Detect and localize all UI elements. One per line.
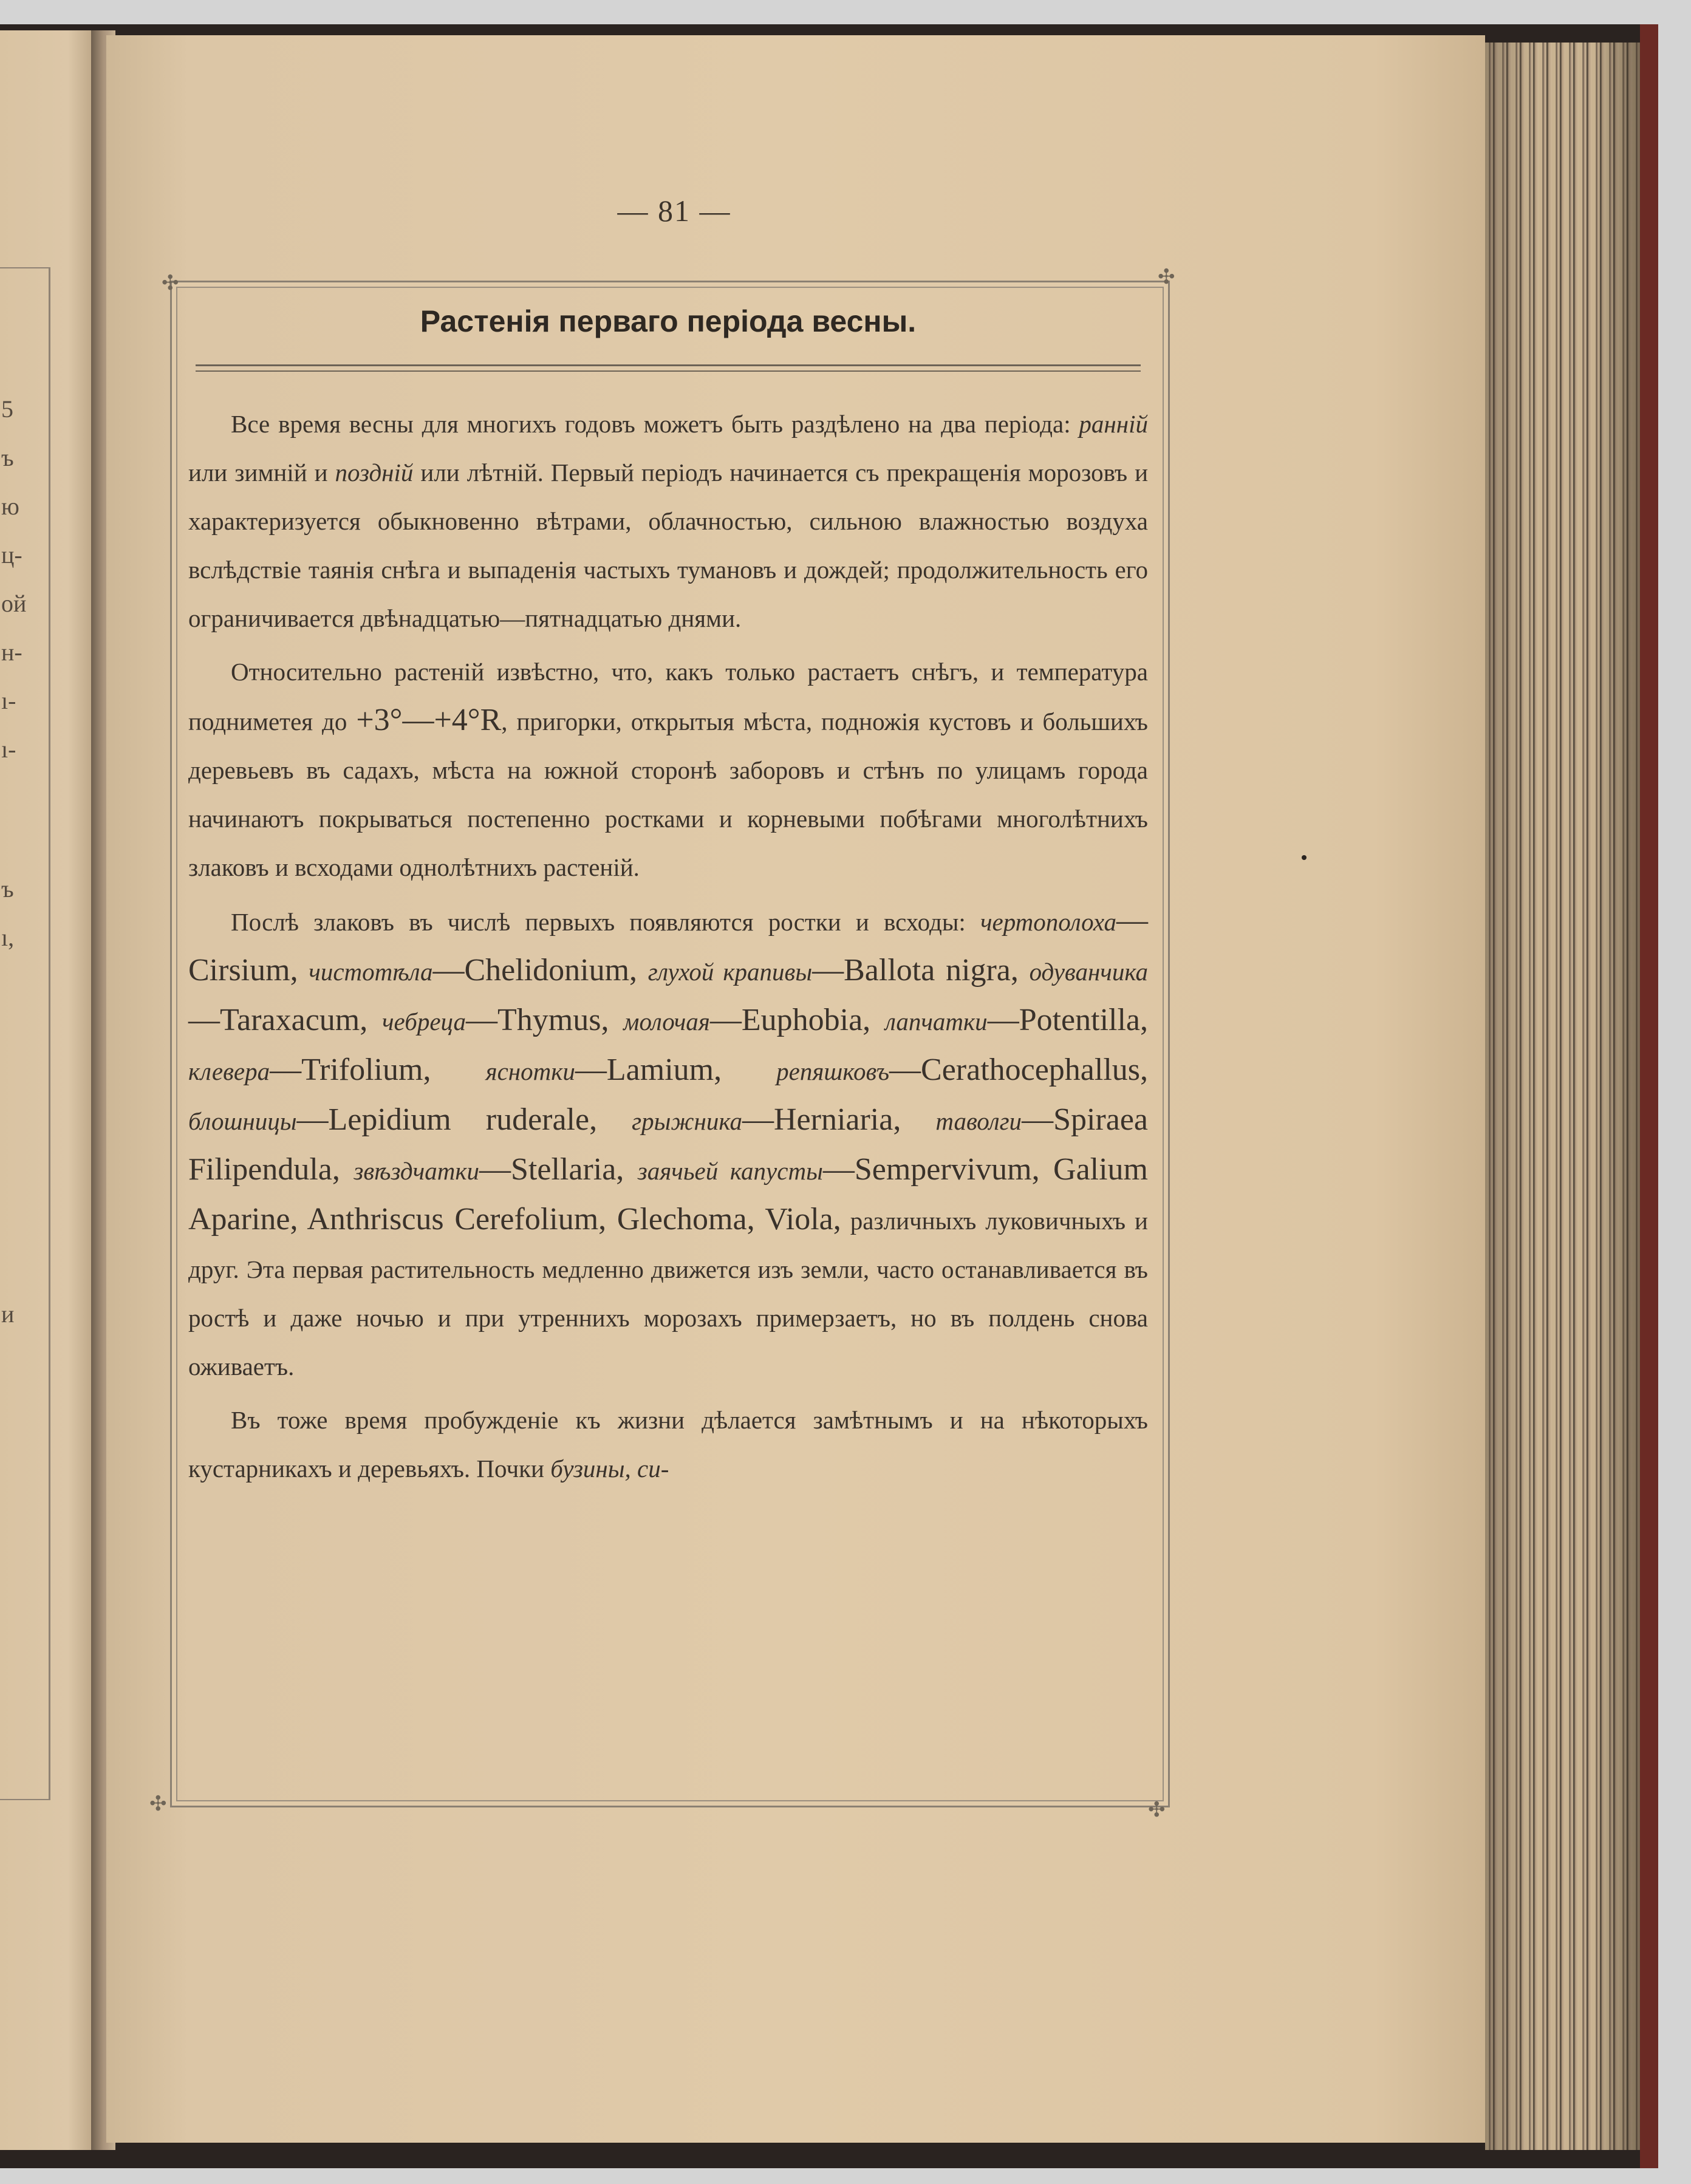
plant-latin-name: —Ballota nigra, <box>812 953 1030 988</box>
left-page-fragment: ой <box>1 590 27 617</box>
plant-common-name: блошницы <box>188 1107 297 1135</box>
text-run: Въ тоже время пробужденіе къ жизни дѣлается замѣтнымъ и на нѣкоторыхъ кустарникахъ и деревьяхъ. Почки <box>188 1406 1148 1483</box>
text-run: Относительно растеній извѣстно, что, какъ только растаетъ снѣгъ, и температура подниметея до <box>188 658 1148 735</box>
plant-common-name: звѣздчатки <box>354 1157 480 1185</box>
ink-spot <box>1302 855 1307 860</box>
plant-latin-name: —Lepidium ruderale, <box>296 1102 632 1137</box>
plant-latin-name: —Cirsium, <box>188 903 1148 988</box>
plant-latin-name: —Sempervivum, Galium Aparine, Anthriscus Cerefolium, Glechoma, Viola, <box>188 1152 1149 1237</box>
plant-latin-name: —Spiraea Filipendula, <box>188 1102 1148 1187</box>
plant-common-name: грыжника <box>632 1107 742 1135</box>
plant-common-name: чистотѣла <box>309 958 433 986</box>
plant-common-name: лапчатки <box>884 1008 988 1036</box>
frame-corner-ornament-icon: ✣ <box>162 271 179 295</box>
left-page-fragment: ı, <box>1 924 15 951</box>
plant-latin-name: —Stellaria, <box>479 1152 638 1187</box>
temperature-value: +3°—+4°R <box>356 703 502 737</box>
heading-rule <box>196 364 1141 372</box>
text-run: различныхъ луковичныхъ и друг. Эта первая растительность медленно движется изъ земли, часто останавливается въ ростѣ и даже ночью и при утреннихъ морозахъ примерзаетъ, но въ полдень снова оживаетъ. <box>188 1207 1148 1380</box>
body-text <box>188 400 1148 1498</box>
italic-term: поздній <box>335 459 414 486</box>
paragraph-3 <box>188 896 1148 1391</box>
plant-common-name: таволги <box>935 1107 1022 1135</box>
plant-common-name: одуванчика <box>1029 958 1149 986</box>
plant-common-name: чебреца <box>382 1008 466 1036</box>
plant-common-name: глухой крапивы <box>647 958 813 986</box>
frame-corner-ornament-icon: ✣ <box>1158 265 1175 289</box>
page-number: — 81 — <box>617 194 731 228</box>
section-heading: Растенія перваго періода весны. <box>420 304 917 338</box>
text-run: Послѣ злаковъ въ числѣ первыхъ появляются ростки и всходы: <box>231 908 980 936</box>
plant-latin-name: —Chelidonium, <box>432 953 648 988</box>
plant-latin-name: —Thymus, <box>466 1003 624 1037</box>
text-run: , пригорки, открытыя мѣста, подножія кустовъ и большихъ деревьевъ въ садахъ, мѣста на южной сторонѣ заборовъ и стѣнъ по улицамъ города начинаютъ покрываться постепенно ростками и корневыми побѣгами многолѣтнихъ злаковъ и всходами однолѣтнихъ растеній. <box>188 708 1148 881</box>
plant-latin-name: —Lamium, <box>575 1053 777 1087</box>
plant-latin-name: —Trifolium, <box>270 1053 486 1087</box>
text-run: или лѣтній. Первый періодъ начинается съ прекращенія морозовъ и характеризуется обыкновенно вѣтрами, облачностью, сильною влажностью воздуха вслѣдствіе таянія снѣга и выпаденія частыхъ тумановъ и дождей; продолжительность его ограничивается двѣнадцатью—пятнадцатью днями. <box>188 459 1149 632</box>
frame-corner-ornament-icon: ✣ <box>1148 1798 1166 1822</box>
paragraph-1 <box>188 400 1148 643</box>
plant-latin-name: —Potentilla, <box>987 1003 1149 1037</box>
frame-corner-ornament-icon: ✣ <box>149 1792 167 1816</box>
plant-common-name: заячьей капусты <box>637 1157 823 1185</box>
text-run: Все время весны для многихъ годовъ можетъ быть раздѣлено на два періода: <box>231 410 1079 438</box>
left-page-fragment: ю <box>1 493 19 520</box>
italic-term: ранній <box>1079 410 1148 438</box>
text-run: или зимній и <box>188 459 335 486</box>
plant-common-name: репяшковъ <box>776 1057 890 1085</box>
page-edges-shade <box>1485 43 1640 2150</box>
left-page-fragment: н- <box>1 638 22 666</box>
paragraph-4 <box>188 1396 1148 1493</box>
plant-latin-name: —Euphobia, <box>709 1003 885 1037</box>
plant-common-name: яснотки <box>485 1057 575 1085</box>
plant-latin-name: —Herniaria, <box>742 1102 936 1137</box>
left-page-fragment: ı- <box>1 687 16 714</box>
plant-latin-name: —Taraxacum, <box>188 1003 382 1037</box>
left-page-fragment: ı- <box>1 735 16 763</box>
paragraph-2 <box>188 647 1148 892</box>
plant-latin-name: —Cerathocephallus, <box>889 1053 1149 1087</box>
plant-common-name: клевера <box>188 1057 270 1085</box>
book-cover-edge <box>1640 24 1658 2168</box>
left-page-fragment: ъ <box>1 444 14 471</box>
left-page-fragment: и <box>1 1300 15 1328</box>
plant-common-name: чертополоха <box>980 908 1116 936</box>
plant-common-name: молочая <box>623 1008 710 1036</box>
left-page-fragment: 5 <box>1 395 13 423</box>
left-page-fragment: ц- <box>1 541 22 568</box>
left-page-fragment: ъ <box>1 875 14 903</box>
italic-term: бузины, си- <box>550 1455 669 1483</box>
